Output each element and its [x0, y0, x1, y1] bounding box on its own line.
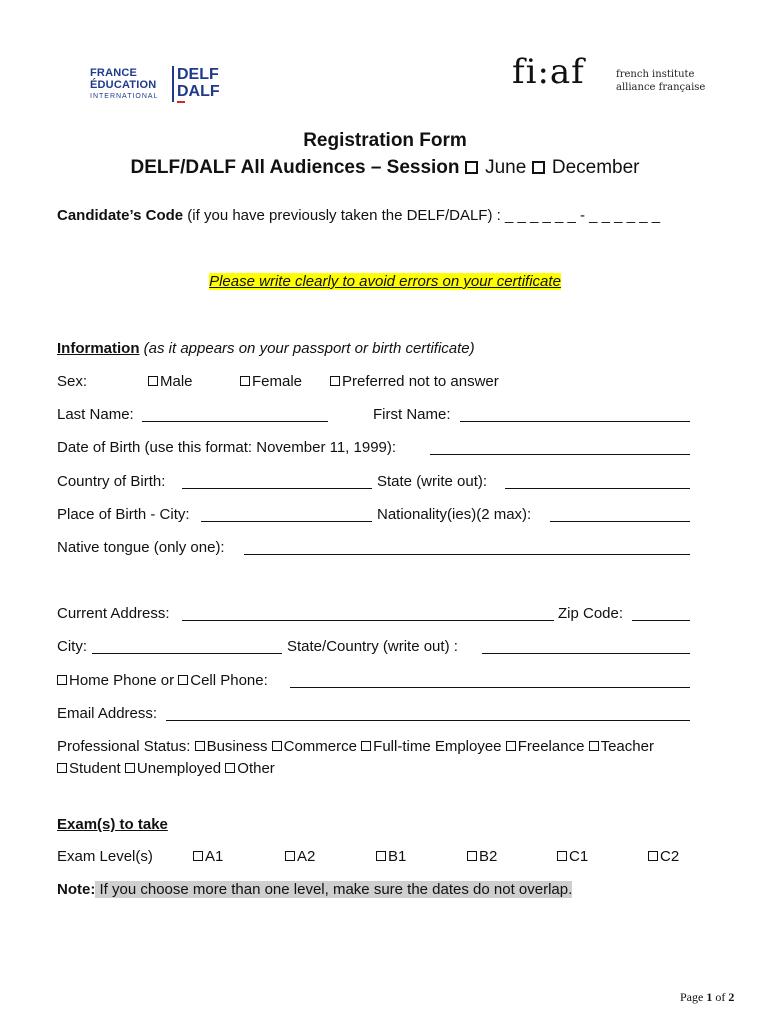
email-field[interactable] — [166, 720, 690, 721]
city-label: City: — [57, 638, 87, 655]
form-subtitle — [0, 157, 770, 179]
phone-row — [57, 672, 268, 690]
status-option-fulltime[interactable]: Full-time Employee — [361, 738, 501, 755]
delf-logo-line1: DELF — [177, 66, 219, 83]
checkbox-icon[interactable] — [589, 741, 599, 751]
status-option-teacher[interactable]: Teacher — [589, 738, 654, 755]
fe-logo-line3: INTERNATIONAL — [90, 93, 159, 100]
status-option-business[interactable]: Business — [195, 738, 268, 755]
checkbox-icon[interactable] — [361, 741, 371, 751]
status-option-other[interactable]: Other — [225, 760, 275, 777]
warning-text: Please write clearly to avoid errors on your certificate — [209, 273, 561, 290]
fiaf-logo-line2: alliance française — [616, 82, 706, 93]
professional-status-row — [57, 738, 654, 756]
checkbox-icon[interactable] — [648, 851, 658, 861]
exam-level-a2[interactable]: A2 — [285, 848, 315, 866]
warning-row — [0, 273, 770, 291]
country-of-birth-label: Country of Birth: — [57, 473, 166, 490]
sex-label: Sex: — [57, 373, 88, 390]
information-subtitle: (as it appears on your passport or birth certificate) — [139, 340, 475, 357]
checkbox-icon[interactable] — [195, 741, 205, 751]
sex-option-not-answer[interactable]: Preferred not to answer — [330, 373, 499, 391]
exam-level-c1[interactable]: C1 — [557, 848, 588, 866]
last-name-label: Last Name: — [57, 406, 134, 423]
checkbox-icon[interactable] — [178, 675, 188, 685]
status-option-commerce[interactable]: Commerce — [272, 738, 357, 755]
checkbox-icon[interactable] — [240, 376, 250, 386]
checkbox-icon[interactable] — [125, 763, 135, 773]
information-title: Information — [57, 340, 140, 357]
country-of-birth-field[interactable] — [182, 488, 372, 489]
fiaf-logo-line1: french institute — [616, 69, 695, 80]
native-tongue-field[interactable] — [244, 554, 690, 555]
checkbox-icon[interactable] — [285, 851, 295, 861]
checkbox-icon[interactable] — [57, 763, 67, 773]
current-address-field[interactable] — [182, 620, 554, 621]
checkbox-icon[interactable] — [557, 851, 567, 861]
native-tongue-label: Native tongue (only one): — [57, 539, 225, 556]
note-text: If you choose more than one level, make sure the dates do not overlap. — [95, 881, 573, 898]
last-name-field[interactable] — [142, 421, 328, 422]
checkbox-icon[interactable] — [465, 161, 478, 174]
first-name-label: First Name: — [373, 406, 451, 423]
professional-status-row-2 — [57, 760, 275, 778]
candidate-code-hint: (if you have previously taken the DELF/DALF) : _ _ _ _ _ _ - _ _ _ _ _ _ — [183, 207, 661, 224]
delf-logo-line2: DALF — [177, 83, 220, 100]
page-number: Page 1 of 2 — [680, 990, 735, 1004]
exam-level-c2[interactable]: C2 — [648, 848, 679, 866]
sex-option-female[interactable]: Female — [240, 373, 302, 391]
fiaf-logo-mark: fi:af — [512, 52, 585, 92]
form-title: Registration Form — [303, 130, 467, 151]
session-december-option[interactable]: December — [532, 157, 640, 178]
exam-level-b1[interactable]: B1 — [376, 848, 406, 866]
state-field[interactable] — [505, 488, 690, 489]
city-field[interactable] — [92, 653, 282, 654]
exams-heading: Exam(s) to take — [57, 816, 168, 833]
dob-field[interactable] — [430, 454, 690, 455]
cell-phone-option[interactable]: Cell Phone: — [178, 672, 268, 689]
delf-logo-accent — [177, 101, 185, 103]
place-of-birth-field[interactable] — [201, 521, 372, 522]
session-june-option[interactable]: June — [465, 157, 526, 178]
checkbox-icon[interactable] — [376, 851, 386, 861]
exam-level-a1[interactable]: A1 — [193, 848, 223, 866]
dob-label: Date of Birth (use this format: November 11, 1999): — [57, 439, 397, 456]
candidate-code-label: Candidate’s Code — [57, 207, 184, 224]
exam-level-b2[interactable]: B2 — [467, 848, 497, 866]
status-option-freelance[interactable]: Freelance — [506, 738, 585, 755]
exam-note — [57, 881, 572, 899]
phone-field[interactable] — [290, 687, 690, 688]
email-label: Email Address: — [57, 705, 158, 722]
professional-status-label: Professional Status: — [57, 738, 191, 755]
checkbox-icon[interactable] — [148, 376, 158, 386]
place-of-birth-label: Place of Birth - City: — [57, 506, 190, 523]
fe-logo-line2: ÉDUCATION — [90, 78, 157, 91]
zip-code-label: Zip Code: — [558, 605, 624, 622]
state-country-field[interactable] — [482, 653, 690, 654]
home-phone-option[interactable]: Home Phone or — [57, 672, 174, 689]
checkbox-icon[interactable] — [225, 763, 235, 773]
checkbox-icon[interactable] — [506, 741, 516, 751]
first-name-field[interactable] — [460, 421, 690, 422]
fe-logo-line1: FRANCE — [90, 67, 138, 79]
sex-option-male[interactable]: Male — [148, 373, 193, 391]
status-option-student[interactable]: Student — [57, 760, 121, 777]
checkbox-icon[interactable] — [467, 851, 477, 861]
zip-code-field[interactable] — [632, 620, 690, 621]
information-heading — [57, 340, 475, 358]
status-option-unemployed[interactable]: Unemployed — [125, 760, 221, 777]
current-address-label: Current Address: — [57, 605, 170, 622]
checkbox-icon[interactable] — [532, 161, 545, 174]
checkbox-icon[interactable] — [272, 741, 282, 751]
state-country-label: State/Country (write out) : — [287, 638, 458, 655]
exam-level-label: Exam Level(s) — [57, 848, 153, 865]
logo-divider — [172, 66, 174, 102]
candidate-code-row[interactable] — [57, 207, 660, 225]
checkbox-icon[interactable] — [193, 851, 203, 861]
checkbox-icon[interactable] — [330, 376, 340, 386]
session-label: DELF/DALF All Audiences – Session — [130, 157, 460, 178]
note-label: Note: — [57, 881, 96, 898]
state-label: State (write out): — [377, 473, 488, 490]
nationality-label: Nationality(ies)(2 max): — [377, 506, 532, 523]
checkbox-icon[interactable] — [57, 675, 67, 685]
nationality-field[interactable] — [550, 521, 690, 522]
